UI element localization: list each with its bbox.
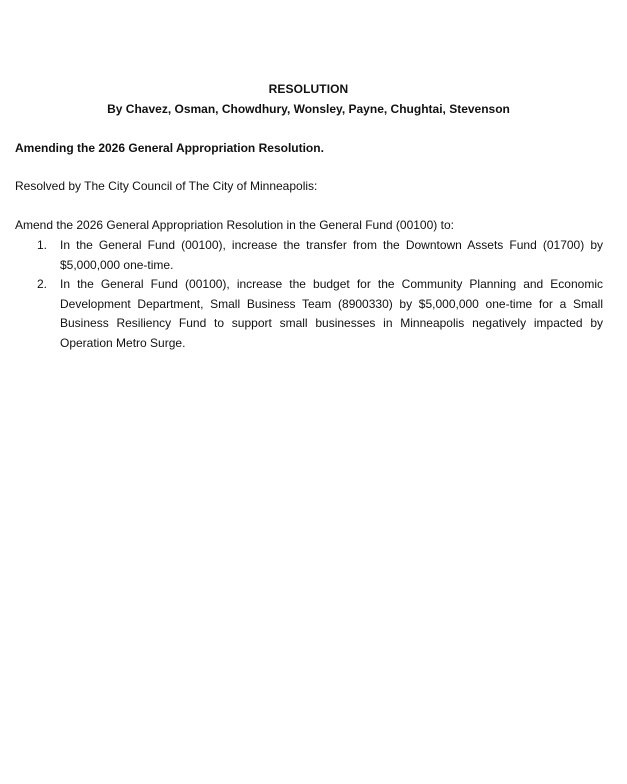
amendment-item (15, 275, 603, 353)
amendment-item-number: 1. (37, 238, 48, 252)
amendment-item (15, 236, 603, 275)
resolved-line: Resolved by The City Council of The City of Minneapolis: (15, 179, 318, 193)
amendment-item-text: In the General Fund (00100), increase the budget for the Community Planning and Economic Development Department, Small Business Team (8900330) by $5,000,000 one-time for a Small Business Resiliency Fund to support small businesses in Minneapolis negatively impacted by Operation Metro Surge. (60, 277, 603, 350)
amendment-list (15, 236, 603, 353)
amendment-item-text: In the General Fund (00100), increase the transfer from the Downtown Assets Fund (01700) by $5,000,000 one-time. (60, 238, 603, 272)
sponsors-line: By Chavez, Osman, Chowdhury, Wonsley, Payne, Chughtai, Stevenson (107, 102, 510, 116)
resolution-subject: Amending the 2026 General Appropriation Resolution. (15, 141, 324, 155)
amendment-intro: Amend the 2026 General Appropriation Resolution in the General Fund (00100) to: (15, 218, 454, 232)
document-title: RESOLUTION (268, 82, 349, 96)
amendment-item-number: 2. (37, 277, 48, 291)
